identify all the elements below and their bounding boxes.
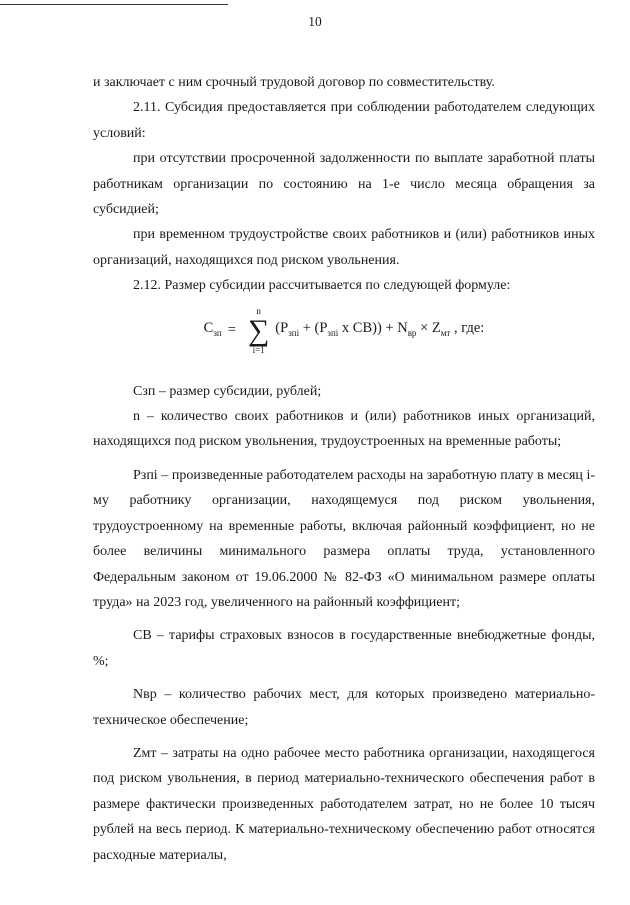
subsidy-formula: [93, 301, 595, 361]
sigma-icon: ∑: [247, 313, 270, 347]
formula-lhs: $C_{зп}$: [203, 319, 222, 338]
paragraph-condition-2: при временном трудоустройстве своих работников и (или) работников иных организаций, находящихся под риском увольнения.: [93, 227, 595, 268]
definition-czp: Сзп – размер субсидии, рублей;: [133, 383, 322, 399]
definition-nvr: Nвр – количество рабочих мест, для которых произведено материально-техническое обеспечение;: [93, 687, 595, 728]
document-body: [93, 70, 595, 868]
top-rule: [0, 4, 228, 5]
paragraph-condition-1: при отсутствии просроченной задолженности по выплате заработной платы работникам организации по состоянию на 1-е число месяца обращения за субсидией;: [93, 151, 595, 218]
page-number: 10: [308, 14, 322, 29]
definition-pzpi: Рзпi – произведенные работодателем расходы на заработную плату в месяц i-му работнику организации, находящемуся под риском увольнения, трудоустроенному на временные работы, включая районный коэффициент, но не более величины минимального размера оплаты труда, установленного Федеральным законом от 19.06.2000 № 82-ФЗ «О минимальном размере оплаты труда» на 2023 год, увеличенного на районный коэффициент;: [93, 467, 595, 610]
paragraph-continuation: и заключает с ним срочный трудовой договор по совместительству.: [93, 75, 495, 90]
sum-lower-limit: i=1: [252, 344, 265, 355]
definition-zmt: Zмт – затраты на одно рабочее место работника организации, находящегося под риском увольнения, в период материально-технического обеспечения работ в размере фактически произведенных работодателем затрат, но не более 10 тысяч рублей на весь период. К материально-техническому обеспечению работ относятся расходные материалы,: [93, 745, 595, 863]
sum-upper-limit: n: [256, 305, 261, 316]
summation-sign: [248, 307, 269, 355]
formula-rhs: ($P_{зпi} + (P_{зпi}$ x $CB)) + N_{вр} \times Z_{мт}$ , где:: [275, 319, 485, 338]
paragraph-2-12: 2.12. Размер субсидии рассчитывается по следующей формуле:: [133, 278, 511, 294]
definition-n: n – количество своих работников и (или) работников иных организаций, находящихся под риском увольнения, трудоустроенных на временные работы;: [93, 409, 595, 450]
formula-equals: =: [227, 321, 236, 338]
paragraph-2-11: 2.11. Субсидия предоставляется при соблюдении работодателем следующих условий:: [93, 100, 595, 141]
definition-cb: СВ – тарифы страховых взносов в государственные внебюджетные фонды, %;: [93, 628, 595, 669]
